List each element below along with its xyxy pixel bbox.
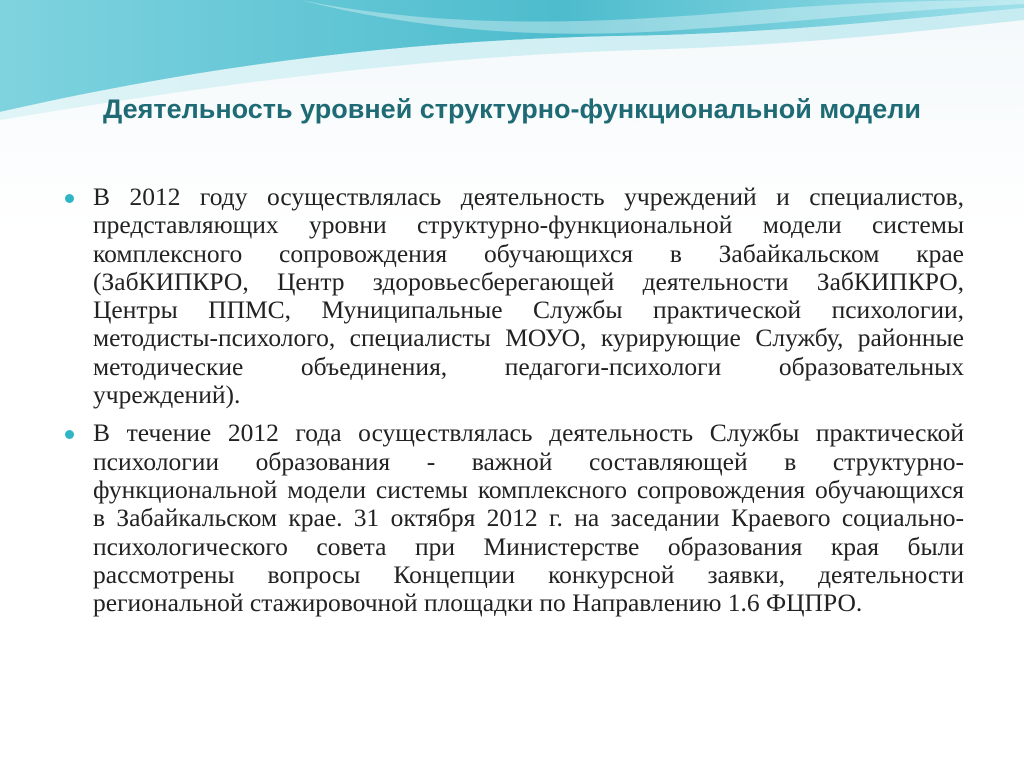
bullet-text: В 2012 году осуществлялась деятельность учреждений и специалистов, представляющих уровни структурно-функциональной модели системы комплексного сопровождения обучающихся в Забайкальском крае (ЗабКИПКРО, Центр здоровьесберегающей деятельности ЗабКИПКРО, Центры ППМС, Муниципальные Службы практической психологии, методисты-психолого, специалисты МОУО, курирующие Службу, районные методические объединения, педагоги-психологи образовательных учреждений). [93, 182, 964, 410]
bullet-dot-icon [65, 194, 74, 203]
bullet-dot-icon [65, 430, 74, 439]
slide-title: Деятельность уровней структурно-функциональной модели [103, 94, 921, 124]
bullet-item [62, 183, 964, 409]
bullet-item [62, 419, 964, 617]
bullet-text: В течение 2012 года осуществлялась деятельность Службы практической психологии образования - важной составляющей в структурно-функциональной модели системы комплексного сопровождения обучающихся в Забайкальском крае. 31 октября 2012 г. на заседании Краевого социально-психологического совета при Министерстве образования края были рассмотрены вопросы Концепции конкурсной заявки, деятельности региональной стажировочной площадки по Направлению 1.6 ФЦПРО. [93, 418, 964, 618]
bullet-list [62, 183, 964, 627]
